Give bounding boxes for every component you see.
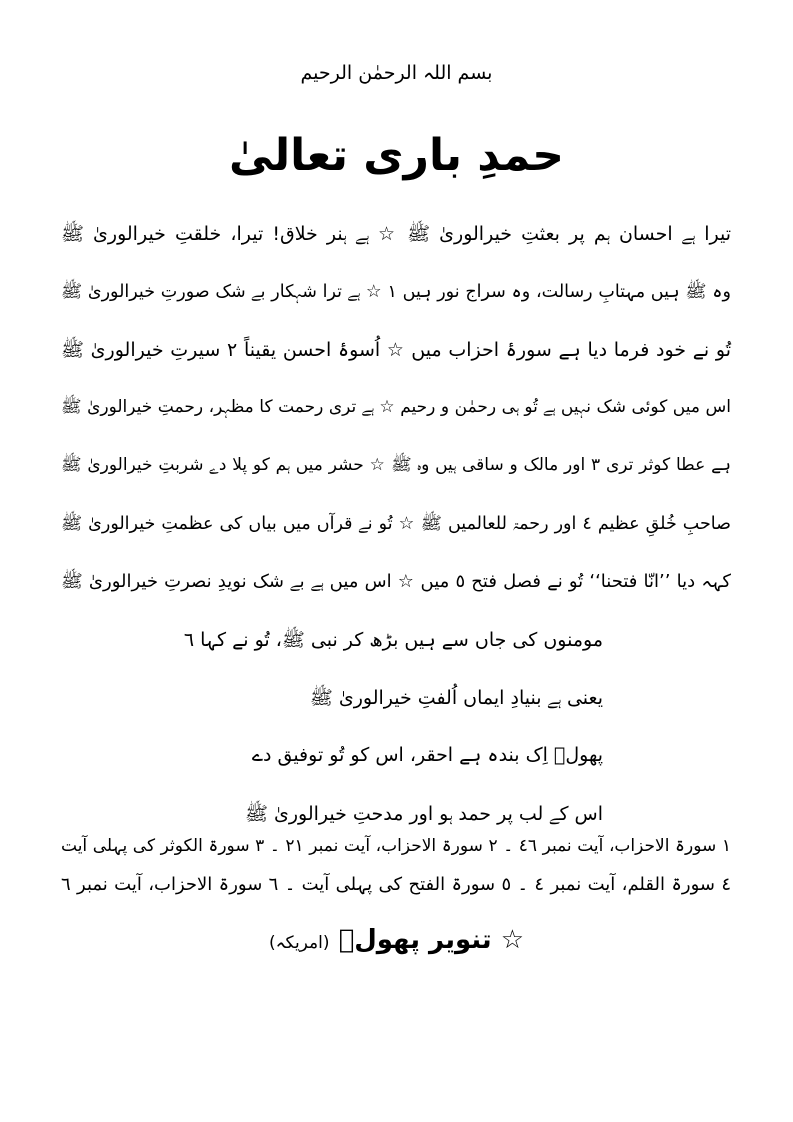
footnote-line: ١ سورۃ الاحزاب، آیت نمبر ٤٦ ۔ ٢ سورۃ الاحزاب، آیت نمبر ٢١ ۔ ٣ سورۃ الکوثر کی پہلی آیت	[61, 836, 731, 856]
couplet-line: اس کے لب پر حمد ہو اور مدحتِ خیرالوریٰ ﷺ	[244, 803, 603, 825]
poet-name: تنویر پھولؔ	[338, 925, 492, 955]
star-icon: ☆	[500, 925, 525, 955]
poem-title: حمدِ باری تعالیٰ	[229, 130, 564, 181]
verse-line: کہہ دیا ’’انّا فتحنا‘‘ تُو نے فصل فتح ٥ میں ☆ اس میں ہے بے شک نویدِ نصرتِ خیرالوریٰ ﷺ	[61, 571, 731, 592]
verse-line: تُو نے خود فرما دیا ہے سورۂ احزاب میں ☆ اُسوۂ احسن یقیناً ٢ سیرتِ خیرالوریٰ ﷺ	[61, 339, 731, 361]
footnote-line: ٤ سورۃ القلم، آیت نمبر ٤ ۔ ٥ سورۃ الفتح کی پہلی آیت ۔ ٦ سورۃ الاحزاب، آیت نمبر ٦	[61, 874, 731, 895]
verse-line: تیرا ہے احسان ہم پر بعثتِ خیرالوریٰ ﷺ ☆ ہے ہنر خلاق! تیرا، خلقتِ خیرالوریٰ ﷺ	[61, 223, 731, 245]
couplet-line: پھولؔ اِک بندہ ہے احقر، اس کو تُو توفیق دے	[251, 744, 603, 766]
verse-line: اس میں کوئی شک نہیں ہے تُو ہی رحمٰن و رحیم ☆ ہے تری رحمت کا مظہر، رحمتِ خیرالوریٰ ﷺ	[61, 397, 731, 417]
verse-line: ہے عطا کوثر تری ٣ اور مالک و ساقی ہیں وہ ﷺ ☆ حشر میں ہم کو پلا دے شربتِ خیرالوریٰ ﷺ	[61, 455, 731, 475]
poet-country: (امریکہ)	[268, 933, 330, 953]
verse-line: صاحبِ خُلقِ عظیم ٤ اور رحمۃ للعالمیں ﷺ ☆ تُو نے قرآں میں بیاں کی عظمتِ خیرالوریٰ ﷺ	[61, 514, 731, 534]
verse-line: وہ ﷺ ہیں مہتابِ رسالت، وہ سراج نور ہیں ١ ☆ ہے ترا شہکار بے شک صورتِ خیرالوریٰ ﷺ	[61, 282, 731, 302]
signature	[0, 925, 793, 955]
couplet-line: مومنوں کی جاں سے ہیں بڑھ کر نبی ﷺ، تُو نے کہا ٦	[183, 629, 603, 651]
bismillah: بسم اللہ الرحمٰن الرحیم	[300, 62, 493, 84]
couplet-line: یعنی ہے بنیادِ ایماں اُلفتِ خیرالوریٰ ﷺ	[309, 687, 603, 709]
